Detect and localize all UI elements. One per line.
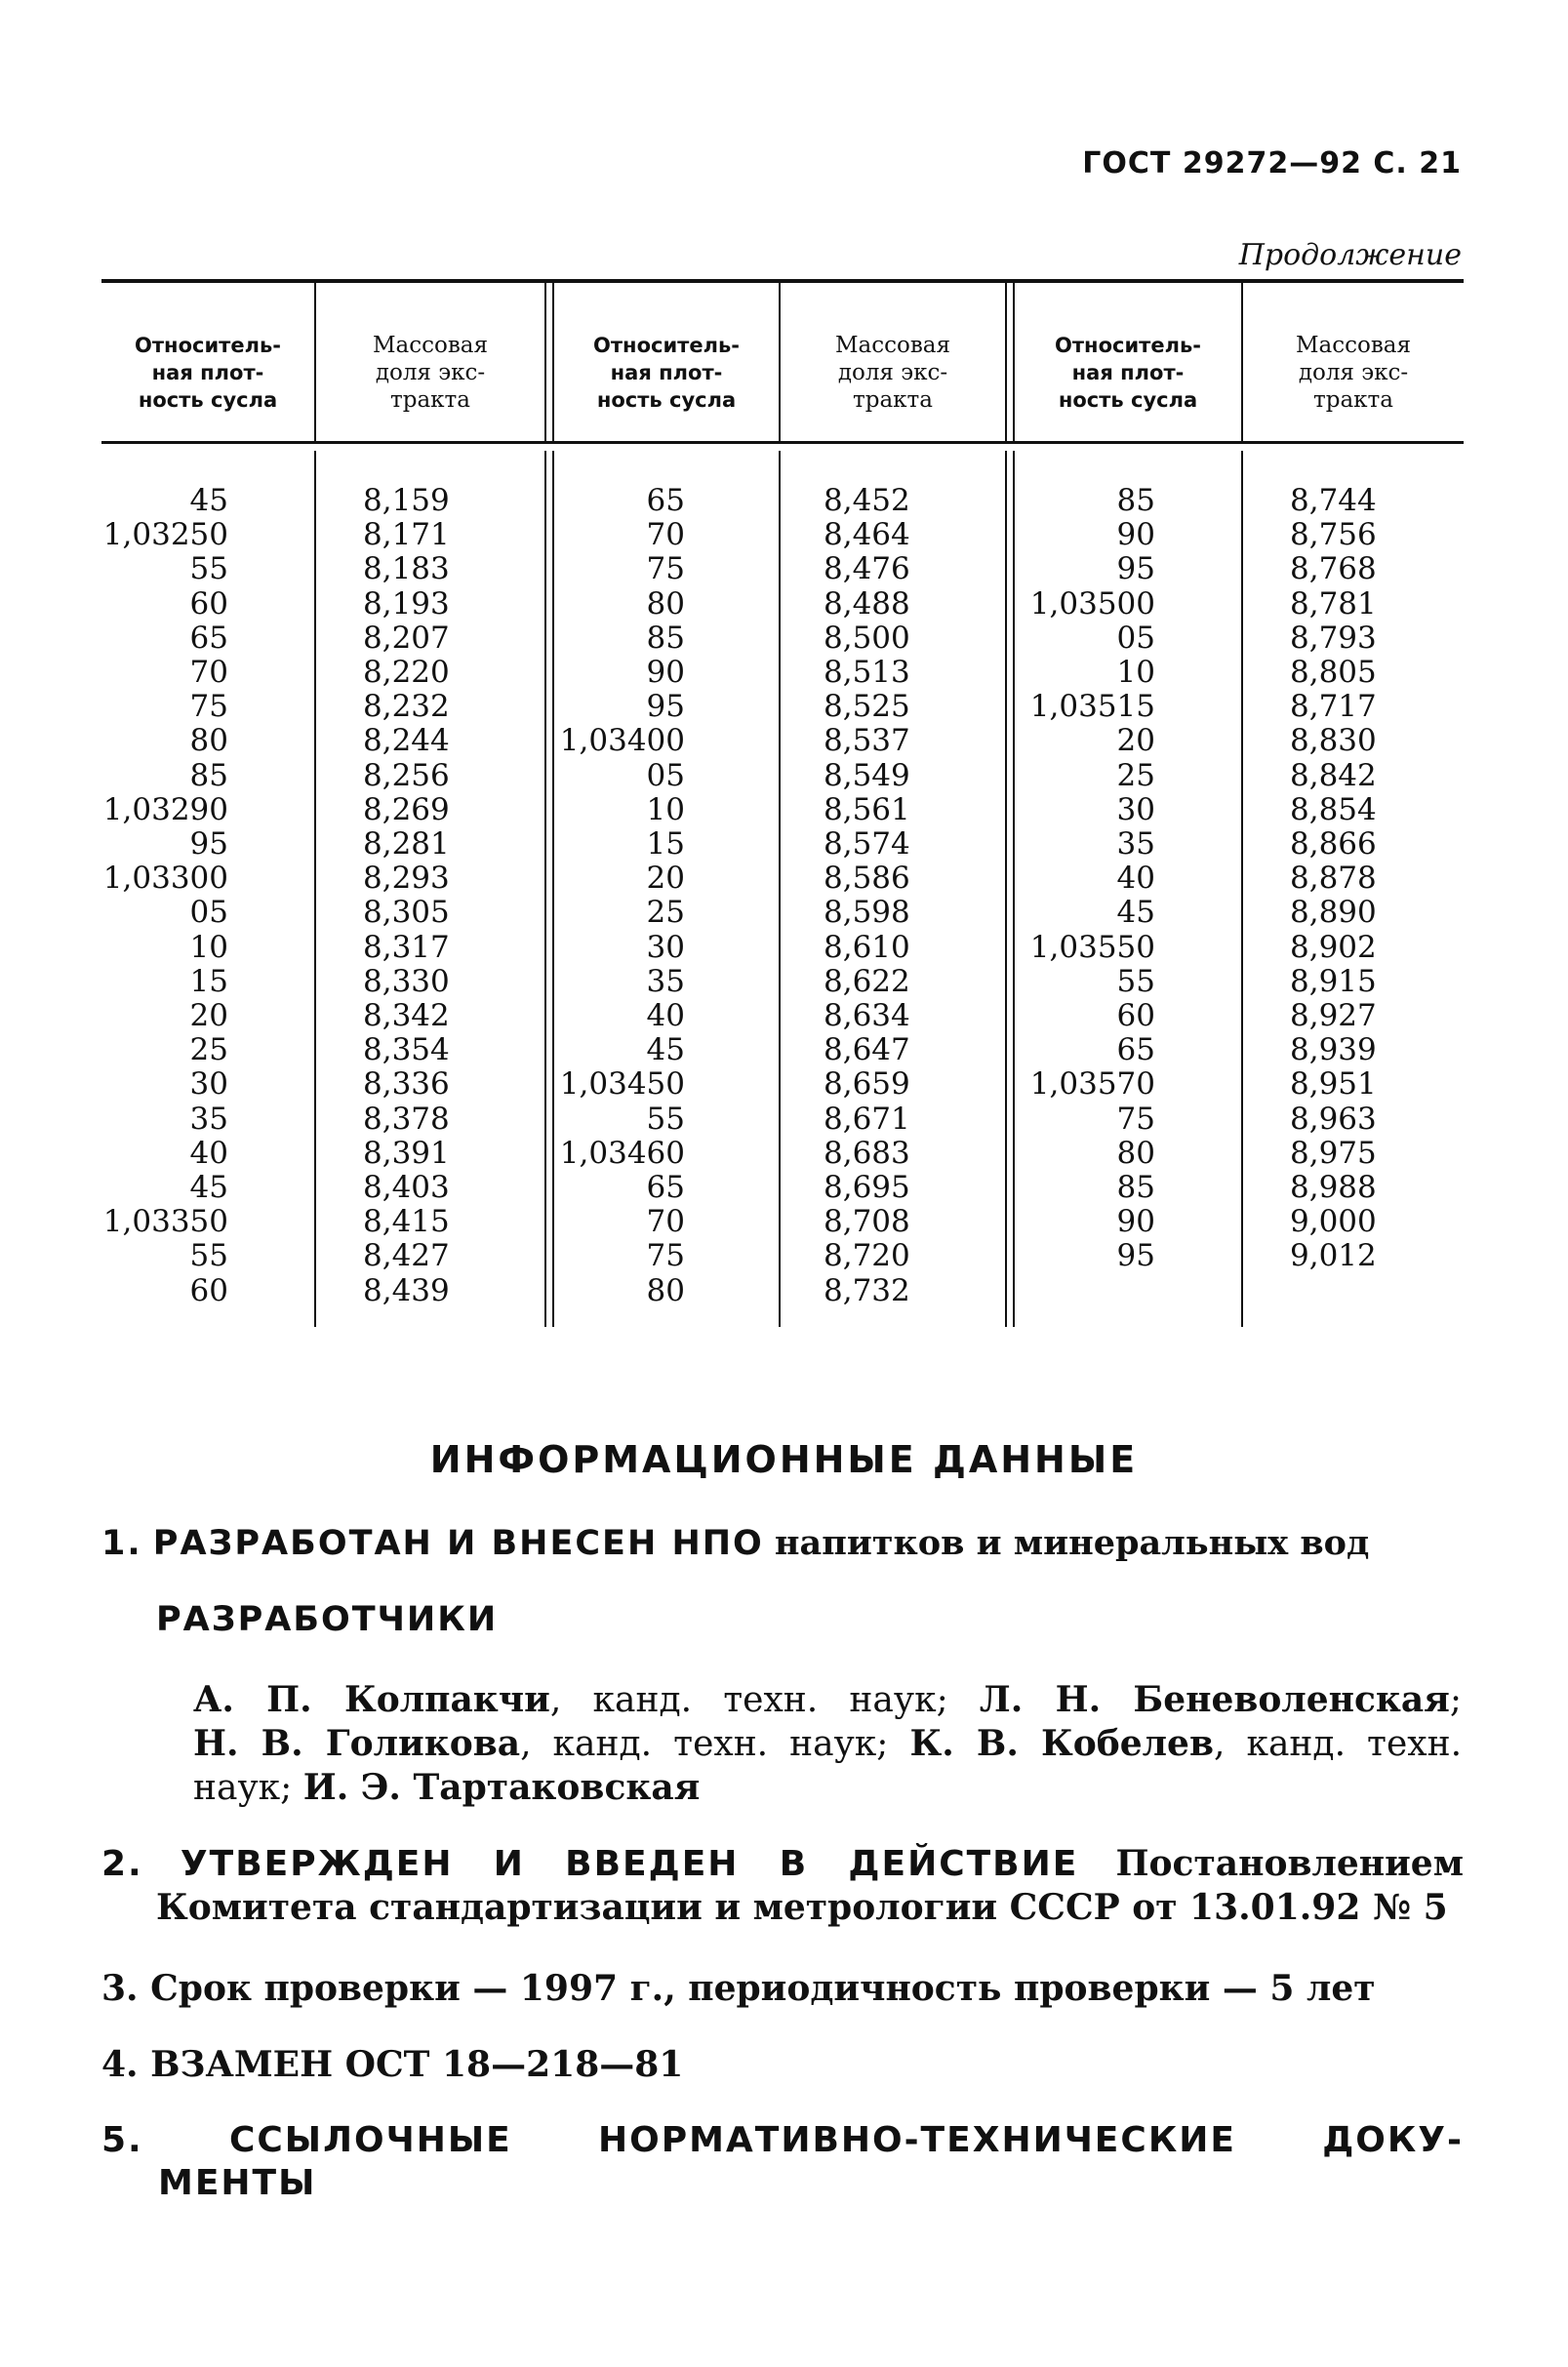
item-2-lead: УТВЕРЖДЕН И ВВЕДЕН В ДЕЙСТВИЕ [180, 1844, 1079, 1884]
table-cell: 55 [1116, 963, 1155, 999]
table-cell: 1,03290 [102, 791, 228, 827]
table-cell: 8,256 [363, 757, 450, 793]
table-cell: 65 [189, 620, 228, 656]
table-cell: 8,293 [363, 861, 450, 897]
table-cell: 8,708 [824, 1204, 910, 1240]
table-cell: 90 [1116, 1204, 1155, 1240]
extract-column-1 [363, 484, 539, 1308]
table-cell: 1,03400 [559, 723, 685, 759]
developer-name: Л. Н. Беневоленская [979, 1679, 1450, 1720]
table-cell: 8,183 [363, 551, 450, 587]
table-cell: 65 [1116, 1032, 1155, 1068]
header-density-3 [1015, 332, 1241, 414]
table-cell: 1,03460 [559, 1135, 685, 1171]
table-cell: 8,574 [824, 826, 910, 863]
info-item-1 [101, 1522, 1464, 1565]
header-line: Относитель- [593, 334, 740, 357]
header-line: ность сусла [138, 388, 278, 412]
table-cell: 8,793 [1290, 620, 1377, 656]
table-cell: 35 [646, 963, 685, 999]
item-5-line1: 5. ССЫЛОЧНЫЕ НОРМАТИВНО-ТЕХНИЧЕСКИЕ ДОКУ- [101, 2120, 1464, 2160]
table-cell: 90 [1116, 517, 1155, 553]
table-cell: 80 [646, 1272, 685, 1308]
developer-degree: , канд. техн. [1213, 1724, 1463, 1764]
table-cell: 8,988 [1290, 1170, 1377, 1206]
table-cell: 65 [646, 483, 685, 518]
developer-degree: наук; [193, 1768, 303, 1808]
table-cell: 10 [1116, 655, 1155, 691]
table-cell: 8,890 [1290, 895, 1377, 931]
table-cell: 20 [646, 861, 685, 897]
table-cell: 8,317 [363, 929, 450, 965]
table-cell: 1,03300 [102, 861, 228, 897]
table-cell: 45 [1116, 895, 1155, 931]
table-cell: 40 [1116, 861, 1155, 897]
table-cell: 8,915 [1290, 963, 1377, 999]
density-column-3 [1015, 484, 1155, 1274]
table-cell: 40 [189, 1135, 228, 1171]
table-cell: 8,744 [1290, 483, 1377, 518]
table-cell: 8,330 [363, 963, 450, 999]
item-1-text: напитков и минеральных вод [774, 1523, 1370, 1563]
table-cell: 8,927 [1290, 998, 1377, 1034]
table-cell: 15 [646, 826, 685, 863]
density-extract-table [101, 283, 1464, 1327]
header-line: доля экс- [1298, 360, 1409, 385]
developers-list [193, 1678, 1462, 1810]
table-cell: 70 [646, 517, 685, 553]
column-divider [1005, 451, 1007, 1327]
header-line: доля экс- [375, 360, 486, 385]
table-cell: 25 [189, 1032, 228, 1068]
item-number: 2. [101, 1844, 143, 1884]
header-line: Массовая [834, 333, 951, 358]
developer-name: И. Э. Тартаковская [302, 1767, 701, 1808]
header-line: ная плот- [610, 361, 723, 384]
table-cell: 1,03350 [102, 1204, 228, 1240]
header-extract-2 [781, 332, 1005, 414]
table-cell: 8,683 [824, 1135, 910, 1171]
developer-degree: , канд. техн. наук; [520, 1724, 910, 1764]
table-cell: 9,012 [1290, 1238, 1377, 1274]
table-cell: 8,951 [1290, 1066, 1377, 1103]
table-cell: 8,878 [1290, 861, 1377, 897]
table-cell: 8,732 [824, 1272, 910, 1308]
table-cell: 8,427 [363, 1238, 450, 1274]
table-cell: 8,939 [1290, 1032, 1377, 1068]
table-cell: 8,549 [824, 757, 910, 793]
table-cell: 05 [1116, 620, 1155, 656]
table-cell: 60 [1116, 998, 1155, 1034]
table-cell: 8,622 [824, 963, 910, 999]
table-cell: 1,03515 [1029, 689, 1155, 725]
table-cell: 8,717 [1290, 689, 1377, 725]
table-cell: 15 [189, 963, 228, 999]
table-cell: 30 [189, 1066, 228, 1103]
table-cell: 8,193 [363, 585, 450, 622]
developer-name: К. В. Кобелев [909, 1723, 1214, 1764]
item-5-line2: МЕНТЫ [158, 2163, 317, 2203]
header-line: ная плот- [151, 361, 264, 384]
table-cell: 20 [189, 998, 228, 1034]
column-divider [544, 451, 546, 1327]
table-cell: 8,975 [1290, 1135, 1377, 1171]
table-cell: 8,439 [363, 1272, 450, 1308]
table-cell: 8,902 [1290, 929, 1377, 965]
table-cell: 10 [189, 929, 228, 965]
table-cell: 45 [189, 1170, 228, 1206]
table-cell: 8,830 [1290, 723, 1377, 759]
table-cell: 8,220 [363, 655, 450, 691]
table-cell: 8,500 [824, 620, 910, 656]
header-line: тракта [1313, 387, 1393, 413]
developer-name: А. П. Колпакчи [193, 1679, 550, 1720]
table-cell: 85 [189, 757, 228, 793]
table-cell: 95 [646, 689, 685, 725]
table-cell: 8,525 [824, 689, 910, 725]
table-cell: 45 [189, 483, 228, 518]
table-cell: 95 [189, 826, 228, 863]
table-cell: 95 [1116, 551, 1155, 587]
item-1-lead: РАЗРАБОТАН И ВНЕСЕН НПО [152, 1524, 764, 1563]
table-cell: 20 [1116, 723, 1155, 759]
table-cell: 8,659 [824, 1066, 910, 1103]
header-density-2 [554, 332, 779, 414]
table-cell: 40 [646, 998, 685, 1034]
table-cell: 85 [646, 620, 685, 656]
column-divider [314, 451, 316, 1327]
info-item-5 [101, 2119, 1464, 2205]
table-cell: 30 [1116, 791, 1155, 827]
column-divider [1005, 283, 1007, 441]
table-cell: 8,391 [363, 1135, 450, 1171]
table-cell: 05 [189, 895, 228, 931]
header-line: ная плот- [1071, 361, 1185, 384]
table-cell: 8,720 [824, 1238, 910, 1274]
table-cell: 8,842 [1290, 757, 1377, 793]
header-extract-1 [316, 332, 544, 414]
header-line: Массовая [1295, 333, 1412, 358]
header-line: Массовая [372, 333, 489, 358]
table-cell: 75 [1116, 1101, 1155, 1137]
table-cell: 8,354 [363, 1032, 450, 1068]
table-cell: 60 [189, 1272, 228, 1308]
extract-column-3 [1290, 484, 1456, 1274]
table-cell: 75 [646, 1238, 685, 1274]
column-divider [779, 451, 781, 1327]
table-cell: 25 [646, 895, 685, 931]
header-line: ность сусла [1058, 388, 1198, 412]
table-cell: 60 [189, 585, 228, 622]
table-cell: 1,03250 [102, 517, 228, 553]
table-cell: 8,805 [1290, 655, 1377, 691]
item-number: 1. [101, 1524, 142, 1563]
table-cell: 8,586 [824, 861, 910, 897]
table-cell: 1,03550 [1029, 929, 1155, 965]
item-2-text-line2: Комитета стандартизации и метрологии СССР от 13.01.92 № 5 [156, 1887, 1448, 1928]
table-cell: 8,561 [824, 791, 910, 827]
table-cell: 35 [189, 1101, 228, 1137]
continuation-label: Продолжение [1238, 238, 1462, 272]
table-cell: 70 [646, 1204, 685, 1240]
table-cell: 05 [646, 757, 685, 793]
table-cell: 8,342 [363, 998, 450, 1034]
table-cell: 8,781 [1290, 585, 1377, 622]
table-cell: 1,03450 [559, 1066, 685, 1103]
column-divider [1241, 451, 1243, 1327]
header-density-1 [101, 332, 314, 414]
table-cell: 8,866 [1290, 826, 1377, 863]
header-line: ность сусла [596, 388, 737, 412]
table-cell: 8,854 [1290, 791, 1377, 827]
table-cell: 8,305 [363, 895, 450, 931]
developer-name: Н. В. Голикова [193, 1723, 521, 1764]
table-cell: 10 [646, 791, 685, 827]
table-cell: 8,281 [363, 826, 450, 863]
table-cell: 8,415 [363, 1204, 450, 1240]
table-cell: 45 [646, 1032, 685, 1068]
table-cell: 75 [189, 689, 228, 725]
table-cell: 9,000 [1290, 1204, 1377, 1240]
table-cell: 85 [1116, 1170, 1155, 1206]
document-code: ГОСТ 29272—92 С. 21 [1082, 146, 1462, 181]
table-cell: 1,03570 [1029, 1066, 1155, 1103]
table-cell: 90 [646, 655, 685, 691]
info-section-title: ИНФОРМАЦИОННЫЕ ДАННЫЕ [429, 1438, 1139, 1481]
developer-degree: , канд. техн. наук; [549, 1680, 980, 1720]
table-cell: 8,476 [824, 551, 910, 587]
density-column-2 [554, 484, 685, 1308]
table-cell: 8,488 [824, 585, 910, 622]
table-cell: 8,207 [363, 620, 450, 656]
header-line: тракта [853, 387, 933, 413]
table-cell: 8,378 [363, 1101, 450, 1137]
table-cell: 8,464 [824, 517, 910, 553]
table-cell: 8,610 [824, 929, 910, 965]
table-cell: 8,695 [824, 1170, 910, 1206]
table-cell: 8,232 [363, 689, 450, 725]
table-cell: 80 [646, 585, 685, 622]
table-cell: 8,598 [824, 895, 910, 931]
table-cell: 80 [1116, 1135, 1155, 1171]
table-cell: 65 [646, 1170, 685, 1206]
header-line: Относитель- [1055, 334, 1201, 357]
table-cell: 8,269 [363, 791, 450, 827]
table-cell: 8,647 [824, 1032, 910, 1068]
table-cell: 8,452 [824, 483, 910, 518]
table-cell: 8,671 [824, 1101, 910, 1137]
info-item-3: 3. Срок проверки — 1997 г., периодичность проверки — 5 лет [101, 1968, 1376, 2009]
info-item-4: 4. ВЗАМЕН ОСТ 18—218—81 [101, 2044, 684, 2085]
table-cell: 55 [646, 1101, 685, 1137]
table-cell: 8,768 [1290, 551, 1377, 587]
table-cell: 30 [646, 929, 685, 965]
table-cell: 8,513 [824, 655, 910, 691]
table-cell: 8,634 [824, 998, 910, 1034]
item-2-text: Постановлением [1115, 1843, 1464, 1884]
table-cell: 35 [1116, 826, 1155, 863]
table-cell: 25 [1116, 757, 1155, 793]
header-line: доля экс- [837, 360, 948, 385]
table-cell: 85 [1116, 483, 1155, 518]
header-line: тракта [390, 387, 470, 413]
table-cell: 80 [189, 723, 228, 759]
table-cell: 8,756 [1290, 517, 1377, 553]
table-cell: 8,963 [1290, 1101, 1377, 1137]
table-cell: 55 [189, 551, 228, 587]
extract-column-2 [824, 484, 999, 1308]
table-cell: 8,244 [363, 723, 450, 759]
header-line: Относитель- [135, 334, 281, 357]
table-cell: 95 [1116, 1238, 1155, 1274]
table-cell: 8,403 [363, 1170, 450, 1206]
header-extract-3 [1243, 332, 1464, 414]
table-cell: 8,159 [363, 483, 450, 518]
info-item-2 [101, 1842, 1464, 1929]
column-divider [544, 283, 546, 441]
table-cell: 75 [646, 551, 685, 587]
developers-heading: РАЗРАБОТЧИКИ [156, 1600, 499, 1639]
density-column-1 [101, 484, 228, 1308]
separator: ; [1449, 1680, 1462, 1720]
table-cell: 8,537 [824, 723, 910, 759]
table-cell: 70 [189, 655, 228, 691]
table-cell: 8,171 [363, 517, 450, 553]
table-cell: 55 [189, 1238, 228, 1274]
table-cell: 8,336 [363, 1066, 450, 1103]
table-cell: 1,03500 [1029, 585, 1155, 622]
